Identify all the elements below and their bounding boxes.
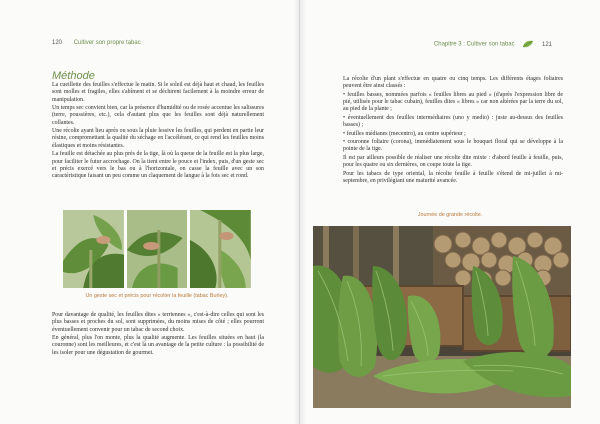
right-body-text	[343, 76, 563, 186]
paragraph: Une récolte ayant lieu après ou sous la pluie lessive les feuilles, qui perdent en partie leur résine, compromettant la qualité du séchage en l'accélérant, ce qui rend les feuilles moins élastiques et moins résistantes.	[52, 128, 264, 149]
left-body-text	[52, 82, 264, 182]
paragraph: La récolte d'un plant s'effectue en quatre ou cinq temps. Les différents étages foliaires peuvent être ainsi classés :	[343, 76, 563, 90]
paragraph: Pour les tabacs de type oriental, la récolte feuille à feuille s'étend de mi-juillet à mi-septembre, en privilégiant une maturité avancée.	[343, 170, 563, 184]
harvest-photo-strip	[63, 210, 251, 288]
left-running-head: Cultiver son propre tabac	[73, 40, 141, 46]
right-photo-caption: Journée de grande récolte.	[417, 212, 483, 218]
section-title: Méthode	[52, 70, 95, 82]
harvest-photo-1	[63, 210, 124, 288]
left-running-header	[52, 40, 141, 46]
list-item: • feuilles médianes (mecentro), au centre supérieur ;	[343, 130, 466, 137]
right-running-head: Chapitre 3 : Cultiver son tabac	[433, 41, 515, 48]
harvest-photo-2	[127, 210, 188, 288]
paragraph: Pour davantage de qualité, les feuilles dites « terriennes », c'est-à-dire celles qui sont les plus basses et proches du sol, sont supprimées, du moins mises de côté ; elles pourront éventuellement convenir pour un tabac de second choix.	[52, 312, 264, 333]
leaf-icon	[522, 40, 534, 48]
right-page-number: 121	[541, 41, 552, 48]
left-body-text-2	[52, 312, 264, 358]
list-item: • éventuellement des feuilles intermédiaires (uno y medio) : juste au-dessus des feuilles basses) ;	[343, 114, 563, 129]
list-item: • feuilles basses, nommées parfois « feuilles libres au pied » (d'après l'expression libre de pié, utilisée pour le tabac cubain), feuilles dites « libres » car non altérées par la terre du sol, au pied de la plante ;	[343, 91, 563, 113]
right-running-header	[434, 40, 552, 48]
paragraph: Un temps sec convient bien, car la présence d'humidité ou de rosée accentue les salissures (terre, poussières, etc.), cela d'autant plus que les feuilles sont déjà naturellement collantes.	[52, 105, 264, 126]
left-page-number: 120	[52, 40, 63, 46]
paragraph: La feuille est détachée au plus près de la tige, là où la queue de la feuille est la plus large, pour faciliter le futur accrochage. On la tient entre le pouce et l'index, puis, d'un geste sec et précis exercé vers le bas ou à l'horizontale, on casse la feuille avec un son caractéristique faisant un peu comme un claquement de langue à la fois sec et rond.	[52, 151, 264, 180]
paragraph: La cueillette des feuilles s'effectue le matin. Si le soleil est déjà haut et chaud, les feuilles sont molles et fragiles, elles s'abîment et se déchirent facilement à la moindre erreur de manipulation.	[52, 82, 264, 103]
paragraph: Il est par ailleurs possible de réaliser une récolte dite mixte : d'abord feuille à feuille, puis, pour les quatre ou six dernières, on coupe toute la tige.	[343, 154, 563, 169]
harvest-photo-3	[190, 210, 251, 288]
list-item: • couronne foliaire (corona), immédiatement sous le bouquet floral qui se développe à la pointe de la tige.	[343, 139, 563, 153]
harvest-day-photo	[313, 226, 571, 408]
page-fold	[293, 0, 307, 424]
left-photo-caption: Un geste sec et précis pour récolter la feuille (tabac Burley).	[85, 293, 229, 299]
paragraph: En général, plus l'on monte, plus la qualité augmente. Les feuilles situées en haut (la couronne) sont les meilleures, et c'est là un avantage de la petite culture : la possibilité de les isoler pour une dégustation de gourmet.	[52, 335, 264, 356]
